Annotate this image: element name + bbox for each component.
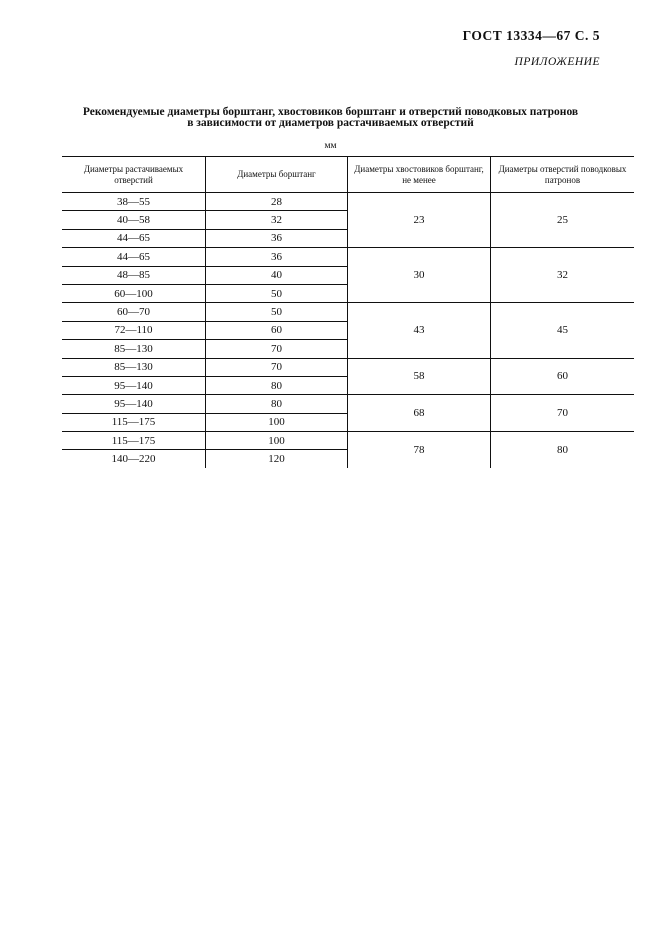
shank-diameter-cell: 68 — [348, 395, 491, 432]
shank-diameter-cell: 30 — [348, 248, 491, 303]
header-chuck-diameters: Диаметры отверстий поводковых патронов — [491, 157, 635, 193]
bar-diameter-cell: 50 — [206, 303, 348, 321]
bar-diameter-cell: 32 — [206, 211, 348, 229]
bar-diameter-cell: 80 — [206, 395, 348, 413]
bar-diameter-cell: 28 — [206, 193, 348, 211]
table-row — [62, 303, 634, 321]
title-line-2: в зависимости от диаметров растачиваемых отверстий — [187, 117, 474, 129]
bar-diameter-cell: 60 — [206, 321, 348, 339]
title-line-1: Рекомендуемые диаметры борштанг, хвостовиков борштанг и отверстий поводковых патронов — [82, 106, 579, 118]
table-title — [0, 107, 661, 129]
bar-diameter-cell: 100 — [206, 432, 348, 450]
chuck-diameter-cell: 32 — [491, 248, 635, 303]
table-row — [62, 395, 634, 413]
bore-diameter-cell: 115—175 — [62, 413, 206, 431]
bore-diameter-cell: 40—58 — [62, 211, 206, 229]
bore-diameter-cell: 44—65 — [62, 229, 206, 247]
bar-diameter-cell: 40 — [206, 266, 348, 284]
bar-diameter-cell: 100 — [206, 413, 348, 431]
table-row — [62, 248, 634, 266]
shank-diameter-cell: 23 — [348, 193, 491, 248]
bore-diameter-cell: 85—130 — [62, 358, 206, 376]
header-bar-diameters: Диаметры борштанг — [206, 157, 348, 193]
bore-diameter-cell: 140—220 — [62, 450, 206, 468]
bore-diameter-cell: 44—65 — [62, 248, 206, 266]
appendix-label: ПРИЛОЖЕНИЕ — [514, 56, 600, 68]
shank-diameter-cell: 43 — [348, 303, 491, 358]
bar-diameter-cell: 36 — [206, 248, 348, 266]
bore-diameter-cell: 115—175 — [62, 432, 206, 450]
bore-diameter-cell: 38—55 — [62, 193, 206, 211]
bar-diameter-cell: 80 — [206, 376, 348, 394]
bar-diameter-cell: 70 — [206, 358, 348, 376]
chuck-diameter-cell: 60 — [491, 358, 635, 395]
header-shank-diameters: Диаметры хвостовиков борштанг, не менее — [348, 157, 491, 193]
chuck-diameter-cell: 80 — [557, 443, 568, 456]
bar-diameter-cell: 50 — [206, 284, 348, 302]
bore-diameter-cell: 95—140 — [62, 395, 206, 413]
diameters-table — [62, 156, 634, 468]
shank-diameter-cell: 58 — [348, 358, 491, 395]
document-code: ГОСТ 13334—67 С. 5 — [462, 28, 600, 43]
bore-diameter-cell: 95—140 — [62, 376, 206, 394]
bore-diameter-cell: 48—85 — [62, 266, 206, 284]
bar-diameter-cell: 36 — [206, 229, 348, 247]
chuck-diameter-cell: 45 — [491, 303, 635, 358]
units-label: мм — [324, 141, 337, 151]
chuck-diameter-cell: 25 — [491, 193, 635, 248]
bore-diameter-cell: 60—100 — [62, 284, 206, 302]
bore-diameter-cell: 72—110 — [62, 321, 206, 339]
table-row — [62, 358, 634, 376]
table-row — [62, 193, 634, 211]
bar-diameter-cell: 120 — [206, 450, 348, 468]
shank-diameter-cell: 78 — [348, 432, 491, 468]
header-bore-diameters: Диаметры растачиваемых отверстий — [62, 157, 206, 193]
bar-diameter-cell: 70 — [206, 340, 348, 358]
table-header-row — [62, 157, 634, 193]
bore-diameter-cell: 60—70 — [62, 303, 206, 321]
chuck-diameter-cell: 70 — [491, 395, 635, 432]
bore-diameter-cell: 85—130 — [62, 340, 206, 358]
table-row — [62, 432, 634, 450]
